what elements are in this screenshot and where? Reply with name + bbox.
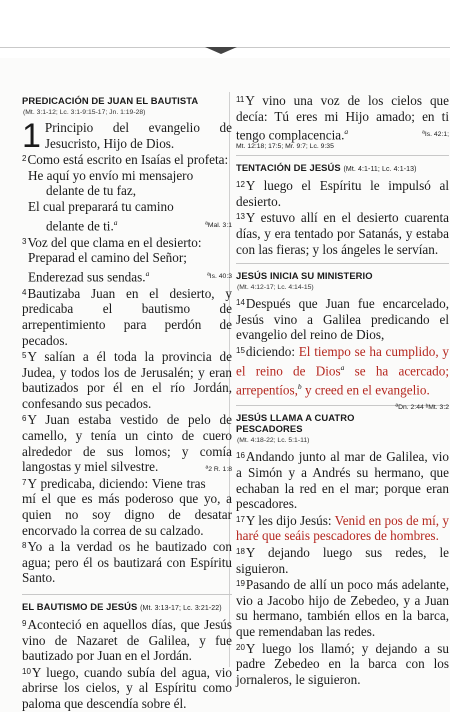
verse-16: $^{16}$Andando junto al mar de Galilea, vio a Simón y a Andrés su hermano, que echaban la red en el mar; porque eran pescadores. [236,449,449,512]
verse-20: $^{20}$Y luego los llamó; y dejando a su padre Zebedeo en la barca con los jornaleros, le siguieron. [236,640,449,687]
section-heading: EL BAUTISMO DE JESÚS (Mt. 3:13-17; Lc. 3:21-22) [22,601,222,612]
verse-19: $^{19}$Pasando de allí un poco más adelante, vio a Jacobo hijo de Zebedeo, y a Juan su hermano, también ellos en la barca, que remendaban las redes. [236,577,449,640]
section-heading: PREDICACIÓN DE JUAN EL BAUTISTA [22,95,199,106]
section-separator [236,155,449,156]
ribbon-marker-icon [205,47,237,54]
verse-13: $^{13}$Y estuvo allí en el desierto cuarenta días, y era tentado por Satanás, y estaba con las fieras; y los ángeles le servían. [236,210,449,257]
footnote-ref: ª2 R. 1:8 [205,466,232,474]
verse-14: $^{14}$Después que Juan fue encarcelado, Jesús vino a Galilea predicando el evangelio del reino de Dios, [236,296,449,343]
footnote-ref: ªIs. 42:1; [422,131,449,139]
verse-10: $^{10}$Y luego, cuando subía del agua, vio abrirse los cielos, y al Espíritu como paloma que descendía sobre él. [22,664,232,711]
right-column [236,92,449,687]
footnote-ref: ªDn. 2:44 ᵇMt. 3:2 [395,404,449,412]
left-column [22,90,232,712]
verse-18: $^{18}$Y dejando luego sus redes, le siguieron. [236,545,449,576]
quote-block-2: Preparad el camino del Señor; Enderezad sus sendas.$^a$ ªIs. 40:3 [28,250,232,285]
section-heading: JESÚS INICIA SU MINISTERIO [236,270,373,282]
section-separator [22,594,232,595]
verse-9: $^9$Aconteció en aquellos días, que Jesús vino de Nazaret de Galilea, y fue bautizado por Juan en el Jordán. [22,617,232,664]
verse-7: $^7$Y predicaba, diciendo: Viene tras mí el que es más poderoso que yo, a quien no soy digno de desatar encorvado la correa de su calzado. [22,475,232,538]
footnote-ref: ªMal. 3:1 [205,221,232,229]
verse-3: $^3$Voz del que clama en el desierto: [22,234,202,250]
words-of-jesus: Venid en pos de mí, y haré que seáis pescadores de hombres. [236,512,450,544]
chapter-number: 1 [22,117,41,155]
section-heading: TENTACIÓN DE JESÚS (Mt. 4:1-11; Lc. 4:1-13) [236,162,417,174]
verse-12: $^{12}$Y luego el Espíritu le impulsó al desierto. [236,178,449,209]
section-separator [236,263,449,264]
verse-2: $^2$Como está escrito en Isaías el profeta: [22,152,229,168]
verse-17: $^{17}$Y les dijo Jesús: Venid en pos de mí, y haré que seáis pescadores de hombres. [236,512,450,544]
verse-6: $^6$Y Juan estaba vestido de pelo de camello, y tenía un cinto de cuero alrededor de sus lomos; y comía langostas y miel silvestre. ª2 R. 1:8 [22,411,232,474]
section-refs: (Mt. 3:1-12; Lc. 3:1-9:15-17; Jn. 1:19-28) [23,109,146,116]
verse-8: $^8$Yo a la verdad os he bautizado con agua; pero él os bautizará con Espíritu Santo. [22,539,232,586]
verse-5: $^5$Y salían a él toda la provincia de Judea, y todos los de Jerusalén; y eran bautizados por él en el río Jordán, confesando sus pecados. [22,349,232,411]
footnote-ref: ªIs. 40:3 [207,272,232,280]
quote-block: He aquí yo envío mi mensajero delante de tu faz, El cual preparará tu camino delante de ti.$^a$ ªMal. 3:1 [28,167,232,233]
verse-4: $^4$Bautizaba Juan en el desierto, y predicaba el bautismo de arrepentimiento para perdón de pecados. [22,285,232,348]
section-heading: JESÚS LLAMA A CUATRO PESCADORES [236,412,355,435]
section-refs: (Mt. 4:12-17; Lc. 4:14-15) [237,284,314,292]
section-refs: (Mt. 4:18-22; Lc. 5:1-11) [237,437,310,445]
words-of-jesus: El tiempo se ha cumplido, y el reino de Dios [236,343,450,378]
verse-15: $^{15}$diciendo: El tiempo se ha cumplido, y el reino de Dios$^a$ se ha acercado; arrepentíos,$^b$ y creed en el evangelio. ªDn. 2:44 ᵇMt. 3:2 [236,343,449,398]
footnote-refs: Mt. 12:18; 17:5; Mr. 9:7; Lc. 9:35 [236,143,334,151]
verse-11: $^{11}$Y vino una voz de los cielos que decía: Tú eres mi Hijo amado; en ti tengo complacencia.$^a$ ªIs. 42:1; [236,93,449,143]
verse-1: 1 Principio del evangelio de Jesucristo, Hijo de Dios. [22,117,232,155]
